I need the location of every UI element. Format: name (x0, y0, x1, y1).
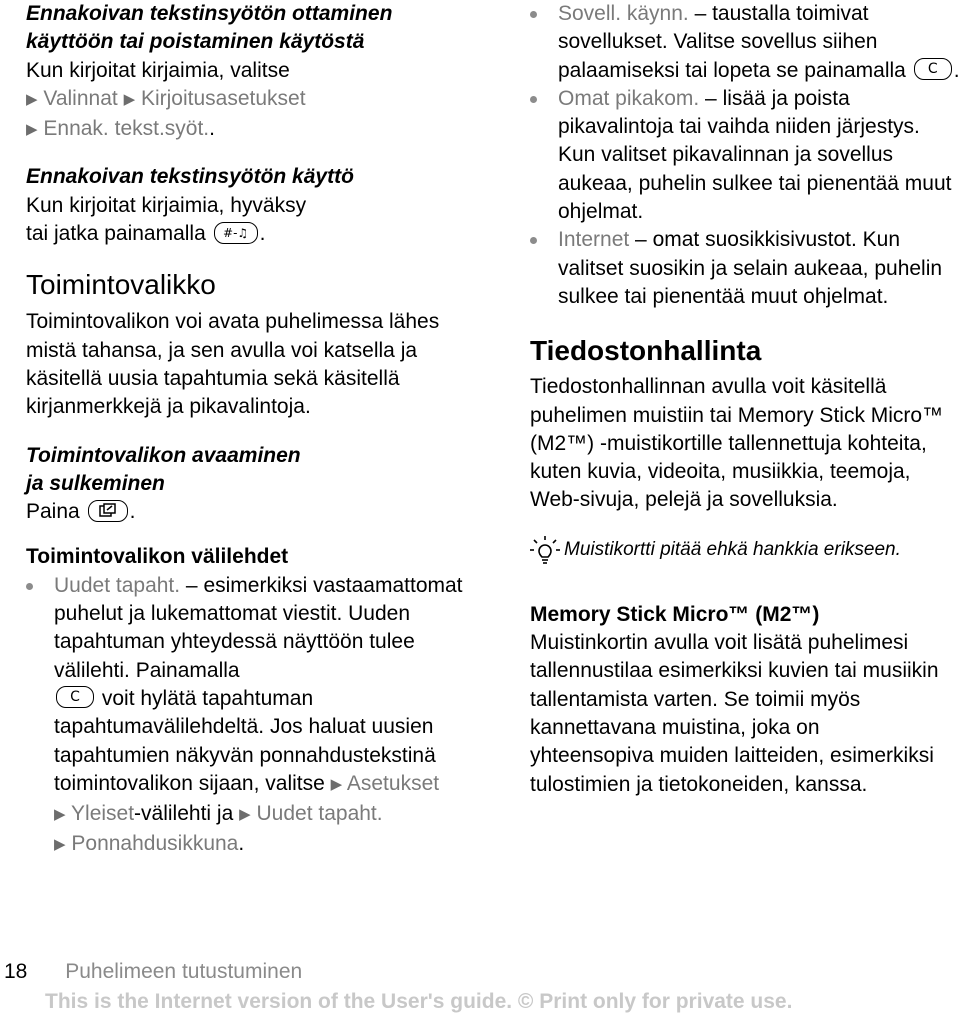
menu-arrow-icon: ▶ (123, 90, 136, 108)
menu-arrow-icon: ▶ (26, 90, 38, 108)
clear-key-icon: C (914, 58, 952, 80)
activity-menu-text: Toimintovalikon voi avata puhelimessa lähes mistä tahansa, ja sen avulla voi katsella ja käsitellä uusia tapahtumia sekä käsitellä kirjanmerkkejä ja pikavalintoja. (26, 310, 440, 419)
internet-version-banner: This is the Internet version of the User's guide. © Print only for private use. (45, 990, 793, 1013)
menu-tabs-list-cont (530, 0, 960, 311)
menu-arrow-icon: ▶ (54, 806, 66, 824)
right-column (530, 0, 960, 799)
heading-memory-stick: Memory Stick Micro™ (M2™) (530, 602, 820, 626)
list-item: Internet – omat suosikkisivustot. Kun valitset suosikin ja selain aukeaa, puhelin sulkee tai pienentää muut ohjelmat. (530, 226, 960, 311)
page-footer (4, 958, 302, 986)
bullet-icon (530, 96, 537, 103)
tip-note: Muistikortti pitää ehkä hankkia erikseen. (530, 535, 960, 565)
tab-new-events: Uudet tapaht. (54, 573, 181, 597)
page-number: 18 (4, 960, 28, 983)
using-predictive-text: Kun kirjoitat kirjaimia, hyväksy tai jatka painamalla #-♫ . (26, 193, 307, 246)
tab-running-apps: Sovell. käynn. (558, 2, 689, 25)
heading-enable-predictive: Ennakoivan tekstinsyötön ottaminen käyttöön tai poistaminen käytöstä (26, 2, 393, 54)
menu-arrow-icon: ▶ (239, 806, 251, 824)
menu-arrow-icon: ▶ (54, 836, 66, 854)
menu-writing-settings: Kirjoitusasetukset (140, 86, 306, 110)
menu-settings: Asetukset (346, 771, 440, 795)
section-name: Puhelimeen tutustuminen (65, 960, 303, 983)
activity-menu-key-icon (88, 500, 128, 522)
tab-my-shortcuts: Omat pikakom. (558, 86, 700, 110)
list-item: Uudet tapaht. – esimerkiksi vastaamattomat puhelut ja lukemattomat viestit. Uuden tapahtuman yhteydessä näyttöön tulee välilehti. Painamalla C voit hylätä tapahtuman tapahtumavälilehdeltä. Jos haluat uusien tapahtumien näkyvän ponnahdustekstinä toimintovalikon sijaan, valitse ▶ Asetukset ▶ Yleiset-välilehti ja ▶ Uudet tapaht. ▶ Ponnahdusikkuna. (26, 572, 466, 861)
heading-open-close-menu: Toimintovalikon avaaminen ja sulkeminen (26, 443, 301, 495)
enable-predictive-text: Kun kirjoitat kirjaimia, valitse ▶ Valinnat ▶ Kirjoitusasetukset ▶ Ennak. tekst.syöt.. (26, 58, 306, 141)
list-item: Omat pikakom. – lisää ja poista pikavalintoja tai vaihda niiden järjestys. Kun valitset pikavalinnan ja sovellus aukeaa, puhelin sulkee tai pienentää muut ohjelmat. (530, 85, 960, 226)
menu-arrow-icon: ▶ (330, 775, 343, 793)
menu-popup: Ponnahdusikkuna (71, 832, 239, 856)
bullet-icon (530, 237, 537, 244)
menu-general: Yleiset (71, 802, 135, 826)
heading-menu-tabs: Toimintovalikon välilehdet (26, 545, 289, 569)
bullet-icon (530, 11, 537, 18)
heading-activity-menu: Toimintovalikko (26, 269, 216, 301)
list-item: Sovell. käynn. – taustalla toimivat sovellukset. Valitse sovellus siihen palaamiseksi tai lopeta se painamalla C . (530, 0, 960, 85)
lightbulb-icon (530, 535, 560, 565)
file-manager-text: Tiedostonhallinnan avulla voit käsitellä puhelimen muistiin tai Memory Stick Micro™ (M2™) -muistikortille tallennettuja kohteita, kuten kuvia, videoita, musiikkia, teemoja, Web-sivuja, pelejä ja sovelluksia. (530, 375, 944, 512)
left-column (26, 0, 466, 861)
clear-key-icon: C (56, 686, 94, 708)
menu-tabs-list (26, 572, 466, 861)
heading-file-manager: Tiedostonhallinta (530, 335, 762, 367)
memory-stick-text: Muistinkortin avulla voit lisätä puhelimesi tallennustilaa esimerkiksi kuvien tai musiikin tallentamista varten. Se toimii myös kannettavana muistina, joka on yhteensopiva muiden laitteiden, esimerkiksi tulostimien ja tietokoneiden, kanssa. (530, 631, 939, 796)
menu-predictive: Ennak. tekst.syöt. (43, 117, 210, 141)
menu-options: Valinnat (43, 86, 118, 110)
hash-key-icon: #-♫ (214, 222, 258, 244)
bullet-icon (26, 583, 33, 590)
tab-internet: Internet (558, 228, 630, 252)
heading-using-predictive: Ennakoivan tekstinsyötön käyttö (26, 165, 354, 189)
open-close-text: Paina . (26, 500, 136, 524)
menu-new-events: Uudet tapaht. (256, 802, 383, 826)
menu-arrow-icon: ▶ (26, 121, 38, 139)
